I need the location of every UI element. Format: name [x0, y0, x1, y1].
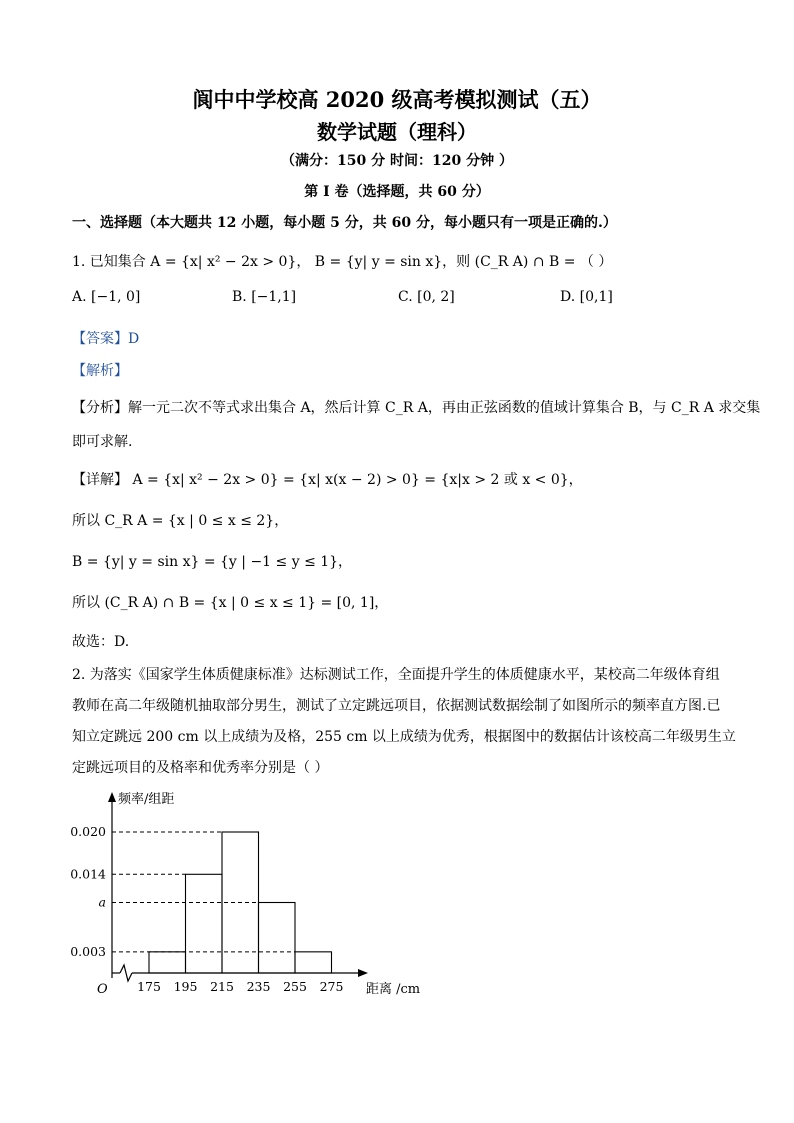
q1-detail-line: 【详解】 A = {x| x² − 2x > 0} = {x| x(x − 2) > 0} = {x|x > 2 或 x < 0}，	[72, 472, 583, 488]
x-axis-arrow	[358, 969, 368, 977]
q2-line4: 定跳远项目的及格率和优秀率分别是（ ）	[72, 760, 329, 776]
y-tick-label: 0.003	[70, 943, 106, 959]
x-tick-label: 255	[283, 979, 307, 994]
q1-stem: 1. 已知集合 A = {x| x² − 2x > 0}， B = {y| y = sin x}，则 (C_R A) ∩ B = （ ）	[72, 254, 613, 270]
q1-step1: 所以 C_R A = {x | 0 ≤ x ≤ 2}，	[72, 513, 289, 529]
q1-fenxi-line2: 即可求解.	[72, 434, 133, 450]
x-tick-label: 195	[173, 979, 198, 994]
x-tick-label: 235	[246, 979, 271, 994]
q1-analysis-label: 【解析】	[72, 363, 128, 379]
q1-fenxi-line1: 【分析】解一元二次不等式求出集合 A，然后计算 C_R A，再由正弦函数的值域计算集合 B，与 C_R A 求交集	[72, 400, 761, 416]
histogram-bar-2	[186, 874, 223, 973]
x-tick-label: 175	[137, 979, 161, 994]
y-tick-label: 0.014	[70, 866, 106, 882]
q1-choice: 故选：D.	[72, 634, 130, 650]
x-tick-label: 275	[319, 979, 344, 994]
q2-line1: 2. 为落实《国家学生体质健康标准》达标测试工作，全面提升学生的体质健康水平，某校高二年级体育组	[72, 667, 720, 683]
histogram-bar-5	[295, 952, 332, 973]
q2-line3: 知立定跳远 200 cm 以上成绩为及格，255 cm 以上成绩为优秀，根据图中的数据估计该校高二年级男生立	[72, 729, 736, 745]
q1-answer-label: 【答案】D	[72, 331, 140, 347]
q2-line2: 教师在高二年级随机抽取部分男生，测试了立定跳远项目，依据测试数据绘制了如图所示的频率直方图.已	[72, 698, 721, 714]
y-axis-label: 频率/组距	[118, 792, 175, 807]
q1-option-b: B. [−1,1]	[232, 289, 297, 305]
q1-option-c: C. [0, 2]	[398, 289, 455, 305]
volume-heading: 第 I 卷（选择题，共 60 分）	[304, 184, 490, 200]
exam-info: （满分：150 分 时间：120 分钟 ）	[281, 153, 513, 169]
x-axis-break	[120, 965, 132, 981]
q1-option-d: D. [0,1]	[560, 289, 613, 305]
x-tick-label: 215	[210, 979, 234, 994]
origin-label: O	[97, 982, 108, 997]
histogram-bar-1	[149, 952, 186, 973]
exam-subtitle: 数学试题（理科）	[317, 120, 477, 144]
exam-title: 阆中中学校高 2020 级高考模拟测试（五）	[192, 87, 602, 112]
x-axis-label: 距离 /cm	[366, 982, 421, 997]
q1-step3: 所以 (C_R A) ∩ B = {x | 0 ≤ x ≤ 1} = [0, 1]，	[72, 595, 389, 611]
y-tick-label: a	[98, 894, 106, 910]
q1-step2: B = {y| y = sin x} = {y | −1 ≤ y ≤ 1}，	[72, 554, 353, 570]
section-heading: 一、选择题（本大题共 12 小题，每小题 5 分，共 60 分，每小题只有一项是正确的.）	[72, 215, 617, 231]
q1-option-a: A. [−1, 0]	[72, 289, 141, 305]
y-axis-arrow	[108, 792, 116, 802]
histogram-bar-4	[259, 903, 296, 974]
y-tick-label: 0.020	[70, 824, 106, 839]
